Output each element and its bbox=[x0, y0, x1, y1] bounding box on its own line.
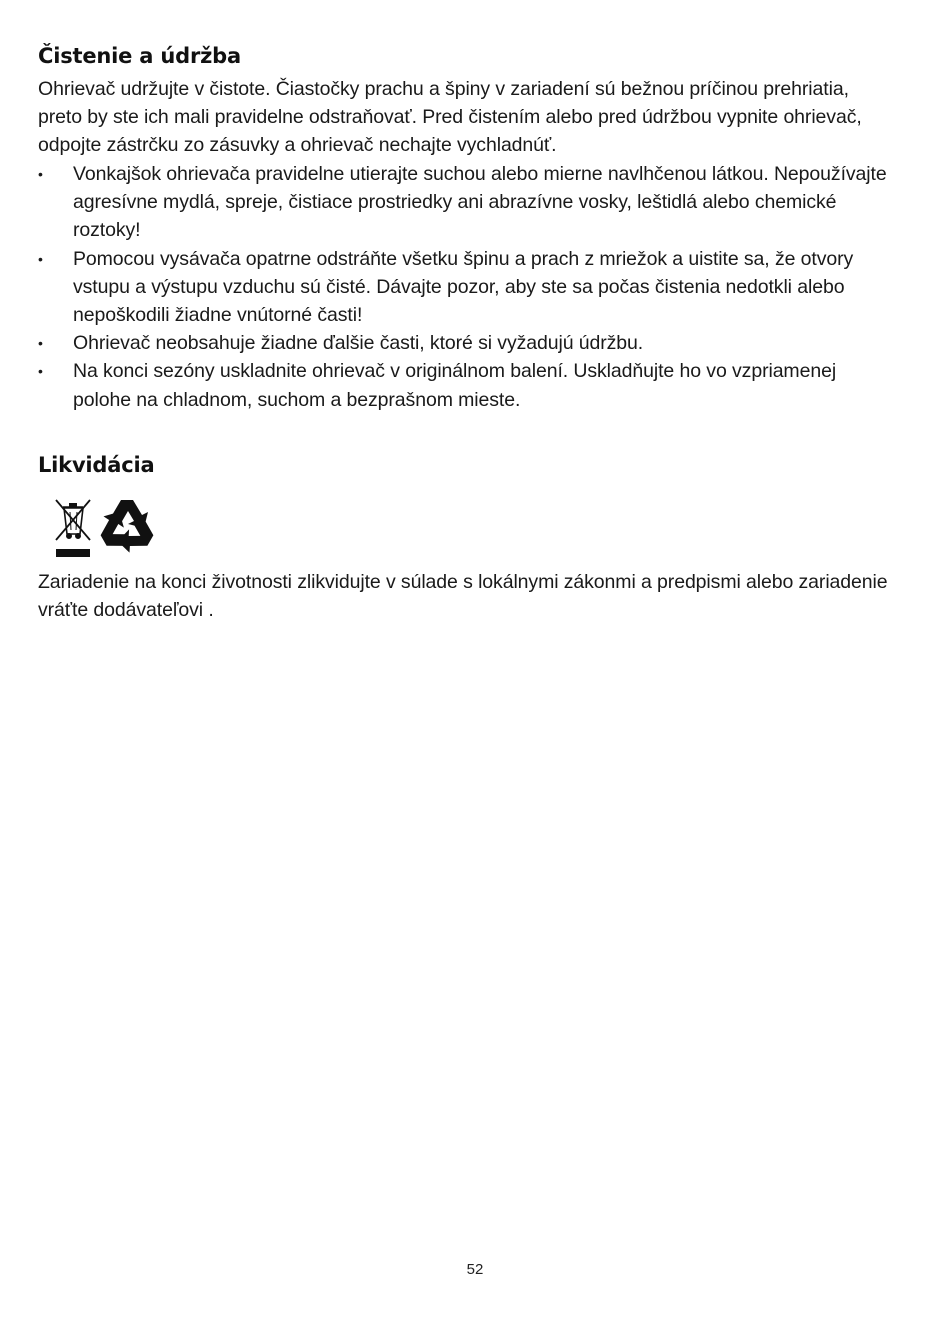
recycle-icon bbox=[93, 500, 158, 559]
list-item-text: Ohrievač neobsahuje žiadne ďalšie časti, ktoré si vyžadujú údržbu. bbox=[73, 332, 644, 355]
bullet-icon: • bbox=[38, 250, 43, 267]
disposal-paragraph: Zariadenie na konci životnosti zlikvidujte v súlade s lokálnymi zákonmi a predpismi alebo zariadenie vráťte dodávateľovi . bbox=[38, 571, 888, 622]
page-number: 52 bbox=[466, 1261, 484, 1278]
list-item-text: Vonkajšok ohrievača pravidelne utierajte suchou alebo mierne navlhčenou látkou. Nepoužívajte agresívne mydlá, spreje, čistiace prostriedky ani abrazívne vosky, leštidlá alebo chemické roztoky! bbox=[73, 163, 887, 242]
list-item bbox=[38, 329, 898, 357]
list-item bbox=[38, 245, 898, 330]
bullet-icon: • bbox=[38, 363, 43, 380]
bullet-icon: • bbox=[38, 166, 43, 182]
disposal-icons bbox=[50, 494, 162, 560]
list-item-text: Pomocou vysávača opatrne odstráňte všetku špinu a prach z mriežok a uistite sa, že otvory vstupu a výstupu vzduchu sú čisté. Dávajte pozor, aby ste sa počas čistenia nedotkli alebo nepoškodili žiadne vnútorné časti! bbox=[73, 247, 854, 327]
bullet-icon: • bbox=[38, 335, 43, 352]
list-item bbox=[38, 357, 898, 413]
cleaning-bullet-list bbox=[38, 160, 898, 414]
weee-bar bbox=[56, 549, 90, 557]
cleaning-intro-paragraph: Ohrievač udržujte v čistote. Čiastočky prachu a špiny v zariadení sú bežnou príčinou prehriatia, preto by ste ich mali pravidelne odstraňovať. Pred čistením alebo pred údržbou vypnite ohrievač, odpojte zástrčku zo zásuvky a ohrievač nechajte vychladnúť. bbox=[38, 78, 862, 157]
section-title-disposal: Likvidácia bbox=[38, 453, 155, 477]
list-item-text: Na konci sezóny uskladnite ohrievač v originálnom balení. Uskladňujte ho vo vzpriamenej polohe na chladnom, suchom a bezprašnom mieste. bbox=[73, 360, 837, 411]
weee-crossed-bin-icon bbox=[56, 500, 90, 540]
list-item bbox=[38, 160, 898, 245]
section-title-cleaning: Čistenie a údržba bbox=[38, 44, 241, 68]
